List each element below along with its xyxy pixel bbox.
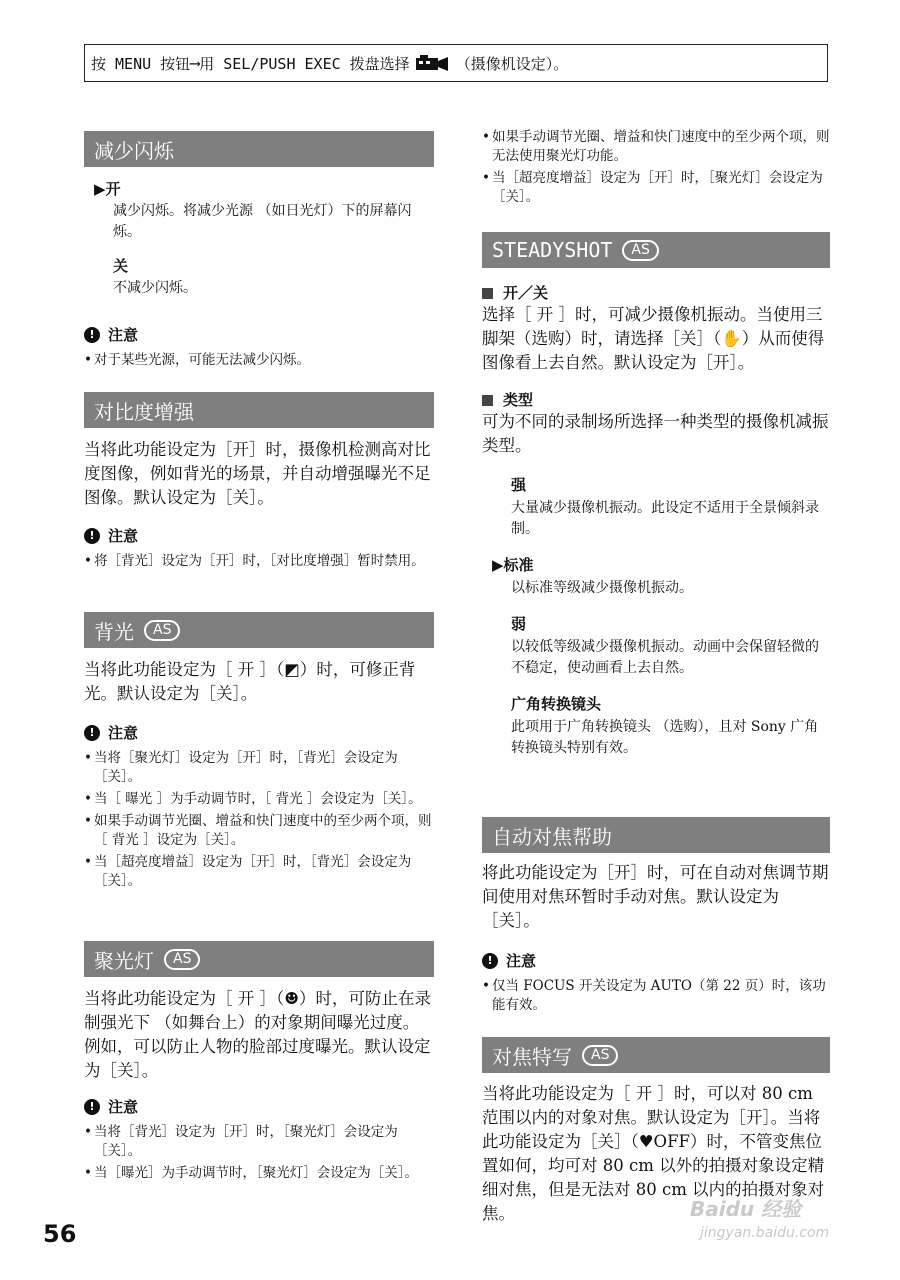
note-item: • 如果手动调节光圈、增益和快门速度中的至少两个项，则无法使用聚光灯功能。 xyxy=(482,128,830,166)
section-title: 背光 xyxy=(94,619,134,644)
auto-setting-badge: AS xyxy=(622,240,658,261)
section-header-contrast xyxy=(84,392,434,428)
contrast-note xyxy=(84,525,434,574)
caution-icon: ! xyxy=(84,528,100,544)
option-wide-conversion: 广角转换镜头 xyxy=(511,695,602,713)
option-strong-desc: 大量减少摄像机振动。此设定不适用于全景倾斜录制。 xyxy=(511,500,819,537)
flicker-options xyxy=(84,178,434,299)
note-item: • 将［背光］设定为［开］时，［对比度增强］暂时禁用。 xyxy=(84,552,434,571)
section-title: 自动对焦帮助 xyxy=(492,824,612,849)
menu-path-post: （摄像机设定）。 xyxy=(455,54,569,73)
selected-marker-icon: ▶ xyxy=(94,180,106,198)
page-number: 56 xyxy=(43,1220,77,1248)
option-weak: 弱 xyxy=(511,615,527,633)
section-title: 聚光灯 xyxy=(94,948,154,973)
arrow-icon: ⟶ xyxy=(190,54,200,72)
caution-icon: ! xyxy=(84,1099,100,1115)
watermark-main: Baidu 经验 xyxy=(690,1197,802,1221)
watermark xyxy=(690,1198,829,1244)
backlight-note xyxy=(84,722,434,894)
note-heading: ! 注意 xyxy=(84,525,434,546)
subsection-onoff: 开／关 xyxy=(482,282,830,303)
option-off: 关 xyxy=(113,257,129,275)
note-item: • 对于某些光源，可能无法减少闪烁。 xyxy=(84,351,434,370)
auto-setting-badge: AS xyxy=(582,1045,618,1066)
option-standard-desc: 以标准等级减少摄像机振动。 xyxy=(511,580,693,596)
section-header-backlight xyxy=(84,612,434,648)
flicker-note xyxy=(84,324,434,373)
note-item: • 当［曝光］为手动调节时，［聚光灯］会设定为［关］。 xyxy=(84,1164,434,1183)
section-header-macro xyxy=(482,1037,830,1073)
menu-path-mid: 用 SEL/PUSH EXEC 拨盘选择 xyxy=(199,54,410,73)
onoff-body: 选择［ 开 ］时，可减少摄像机振动。当使用三脚架（选购）时，请选择［关］（✋）从而使得图像看上去自然。默认设定为［开］。 xyxy=(482,305,825,372)
macro-body: 当将此功能设定为［ 开 ］时，可以对 80 cm 范围以内的对象对焦。默认设定为［开］。当将此功能设定为［关］（♥OFF）时，不管变焦位置如何，均可对 80 cm 以外的拍摄对象设定精细对焦，但是无法对 80 cm 以内的拍摄对象对焦。 xyxy=(482,1084,825,1223)
spotlight-notes-continued xyxy=(482,128,830,210)
section-header-steadyshot xyxy=(482,232,830,268)
section-title: 对焦特写 xyxy=(492,1044,572,1069)
section-header-spotlight xyxy=(84,941,434,977)
option-on-desc: 减少闪烁。将减少光源 （如日光灯）下的屏幕闪烁。 xyxy=(113,203,412,240)
option-off-desc: 不减少闪烁。 xyxy=(113,280,197,296)
option-on: ▶开 xyxy=(94,180,121,198)
steadyshot-content xyxy=(482,282,830,759)
caution-icon: ! xyxy=(482,953,498,969)
note-item: • 当［超亮度增益］设定为［开］时，［背光］会设定为［关］。 xyxy=(84,853,434,891)
section-title: STEADYSHOT xyxy=(492,238,613,262)
caution-icon: ! xyxy=(84,327,100,343)
option-weak-desc: 以较低等级减少摄像机振动。动画中会保留轻微的不稳定，使动画看上去自然。 xyxy=(511,639,819,676)
note-item: • 当［ 曝光 ］为手动调节时，［ 背光 ］会设定为［关］。 xyxy=(84,790,434,809)
square-bullet-icon xyxy=(482,288,493,299)
note-heading: ! 注意 xyxy=(84,324,434,345)
menu-path-pre: 按 MENU 按钮 xyxy=(91,54,191,73)
spotlight-body: 当将此功能设定为［ 开 ］（☻）时，可防止在录制强光下 （如舞台上）的对象期间曝光过度。例如，可以防止人物的脸部过度曝光。默认设定为［关］。 xyxy=(84,989,432,1080)
note-heading: ! 注意 xyxy=(84,1096,434,1117)
section-header-af-assist xyxy=(482,817,830,853)
auto-setting-badge: AS xyxy=(164,949,200,970)
option-standard: ▶标准 xyxy=(492,556,534,574)
note-heading: ! 注意 xyxy=(482,950,830,971)
section-header-flicker xyxy=(84,131,434,167)
af-assist-body: 将此功能设定为［开］时，可在自动对焦调节期间使用对焦环暂时手动对焦。默认设定为［关］。 xyxy=(482,863,829,930)
selected-marker-icon: ▶ xyxy=(492,556,504,574)
note-item: • 当将［背光］设定为［开］时，［聚光灯］会设定为［关］。 xyxy=(84,1123,434,1161)
menu-path-bar xyxy=(84,44,828,82)
camera-settings-icon xyxy=(414,53,452,73)
note-item: • 当［超亮度增益］设定为［开］时，［聚光灯］会设定为［关］。 xyxy=(482,169,830,207)
note-item: • 当将［聚光灯］设定为［开］时，［背光］会设定为［关］。 xyxy=(84,749,434,787)
af-assist-note xyxy=(482,950,830,1018)
subsection-type: 类型 xyxy=(482,389,830,410)
section-title: 减少闪烁 xyxy=(94,138,174,163)
section-title: 对比度增强 xyxy=(94,399,194,424)
watermark-url: jingyan.baidu.com xyxy=(700,1225,830,1241)
type-body: 可为不同的录制场所选择一种类型的摄像机减振类型。 xyxy=(482,412,829,455)
backlight-body: 当将此功能设定为［ 开 ］（◩）时，可修正背光。默认设定为［关］。 xyxy=(84,660,416,703)
option-wide-conversion-desc: 此项用于广角转换镜头 （选购），且对 Sony 广角转换镜头特别有效。 xyxy=(511,719,819,756)
contrast-body: 当将此功能设定为［开］时，摄像机检测高对比度图像，例如背光的场景，并自动增强曝光不足图像。默认设定为［关］。 xyxy=(84,440,431,507)
option-strong: 强 xyxy=(511,476,527,494)
spotlight-note xyxy=(84,1096,434,1186)
square-bullet-icon xyxy=(482,395,493,406)
caution-icon: ! xyxy=(84,725,100,741)
note-heading: ! 注意 xyxy=(84,722,434,743)
note-item: • 如果手动调节光圈、增益和快门速度中的至少两个项，则［ 背光 ］设定为［关］。 xyxy=(84,812,434,850)
note-item: • 仅当 FOCUS 开关设定为 AUTO（第 22 页）时，该功能有效。 xyxy=(482,977,830,1015)
auto-setting-badge: AS xyxy=(144,620,180,641)
